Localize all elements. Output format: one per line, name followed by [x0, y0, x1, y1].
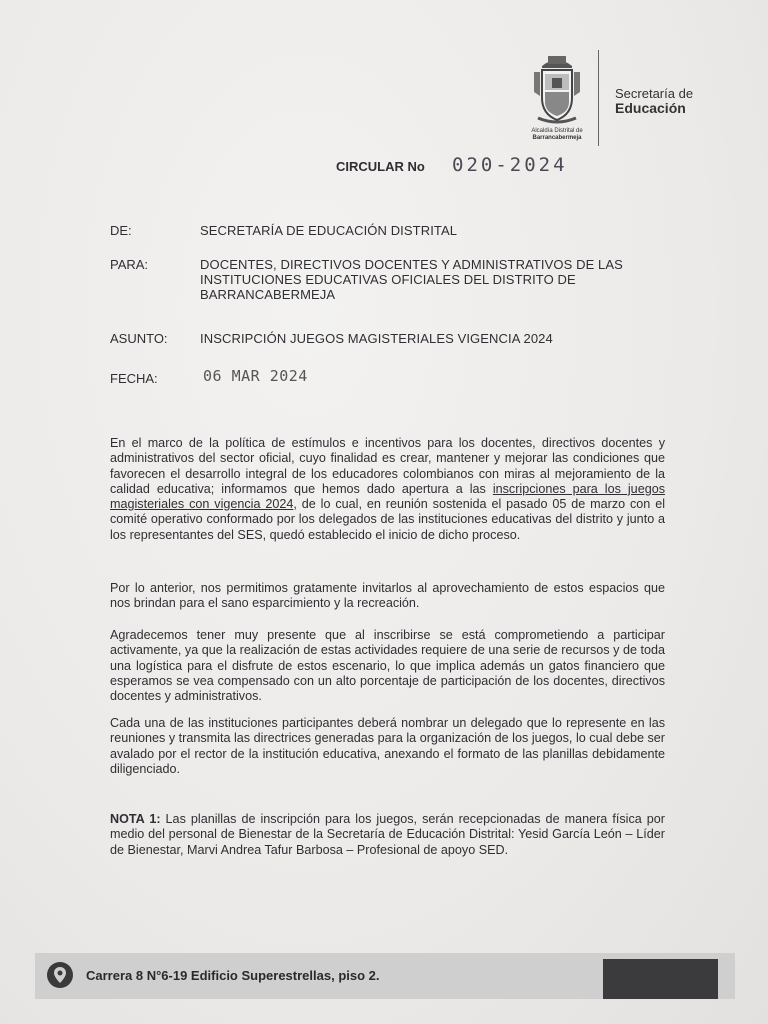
paragraph-3: Agradecemos tener muy presente que al inscribirse se está comprometiendo a participar activamente, ya que la realización de estas actividades requiere de una serie de recursos y de toda una logística para el disfrute de estos escenario, lo que implica además un gatos financiero que esperamos se vea compensado con un alto porcentaje de participación de los docentes, directivos docentes y administrativos. — [110, 628, 665, 704]
footer-address: Carrera 8 N°6-19 Edificio Superestrellas, piso 2. — [86, 968, 380, 983]
footer-dark-block — [603, 959, 718, 999]
crest-caption-line1: Alcaldía Distrital de — [531, 128, 583, 134]
crest-caption-line2: Barrancabermeja — [532, 135, 582, 141]
note-1-text: Las planillas de inscripción para los juegos, serán recepcionadas de manera física por medio del personal de Bienestar de la Secretaría de Educación Distrital: Yesid García León – Líder de Bienestar, Marvi Andrea Tafur Barbosa – Profesional de apoyo SED. — [110, 812, 665, 857]
logo-divider — [598, 50, 599, 146]
paragraph-1-end: , de lo cual, en reunión sostenida el pasado 05 de marzo con el comité operativo conformado por los delegados de las instituciones educativas del distrito y junto a los representantes del SES, quedó establecido el inicio de dicho proceso. — [110, 497, 666, 542]
paragraph-1 — [110, 436, 665, 543]
crest-caption — [520, 128, 594, 142]
coat-of-arms-logo — [528, 52, 586, 128]
circular-number-stamp: 020-2024 — [452, 154, 568, 176]
asunto-value: INSCRIPCIÓN JUEGOS MAGISTERIALES VIGENCIA 2024 — [200, 331, 553, 346]
circular-label: CIRCULAR No — [336, 159, 425, 174]
location-pin-icon — [46, 961, 74, 989]
para-value: DOCENTES, DIRECTIVOS DOCENTES Y ADMINISTRATIVOS DE LAS INSTITUCIONES EDUCATIVAS OFICIALES DEL DISTRITO DE BARRANCABERMEJA — [200, 257, 623, 302]
fecha-label: FECHA: — [110, 371, 158, 386]
registration-link-text: inscripciones para los juegos magisteriales con vigencia 2024 — [110, 481, 665, 512]
asunto-label: ASUNTO: — [110, 331, 168, 346]
de-label: DE: — [110, 223, 132, 238]
department-line2: Educación — [615, 100, 686, 116]
date-stamp: 06 MAR 2024 — [203, 367, 308, 385]
note-1 — [110, 812, 665, 858]
note-1-label: NOTA 1: — [110, 812, 161, 826]
paragraph-1-start: En el marco de la política de estímulos e incentivos para los docentes, directivos docentes y administrativos del sector oficial, cuyo finalidad es crear, mantener y mejorar las condiciones que favorecen el desarrollo integral de los educadores colombianos con miras al mejoramiento de la calidad educativa; informamos que hemos dado apertura a las — [110, 436, 665, 496]
de-value: SECRETARÍA DE EDUCACIÓN DISTRITAL — [200, 223, 458, 238]
department-title — [615, 86, 693, 116]
paragraph-2: Por lo anterior, nos permitimos gratamente invitarlos al aprovechamiento de estos espacios que nos brindan para el sano esparcimiento y la recreación. — [110, 581, 665, 611]
department-line1: Secretaría de — [615, 86, 694, 101]
para-label: PARA: — [110, 257, 149, 272]
paragraph-4: Cada una de las instituciones participantes deberá nombrar un delegado que lo represente en las reuniones y transmita las directrices generadas para la organización de los juegos, lo cual debe ser avalado por el rector de la institución educativa, anexando el formato de las planillas debidamente diligenciado. — [110, 716, 665, 776]
